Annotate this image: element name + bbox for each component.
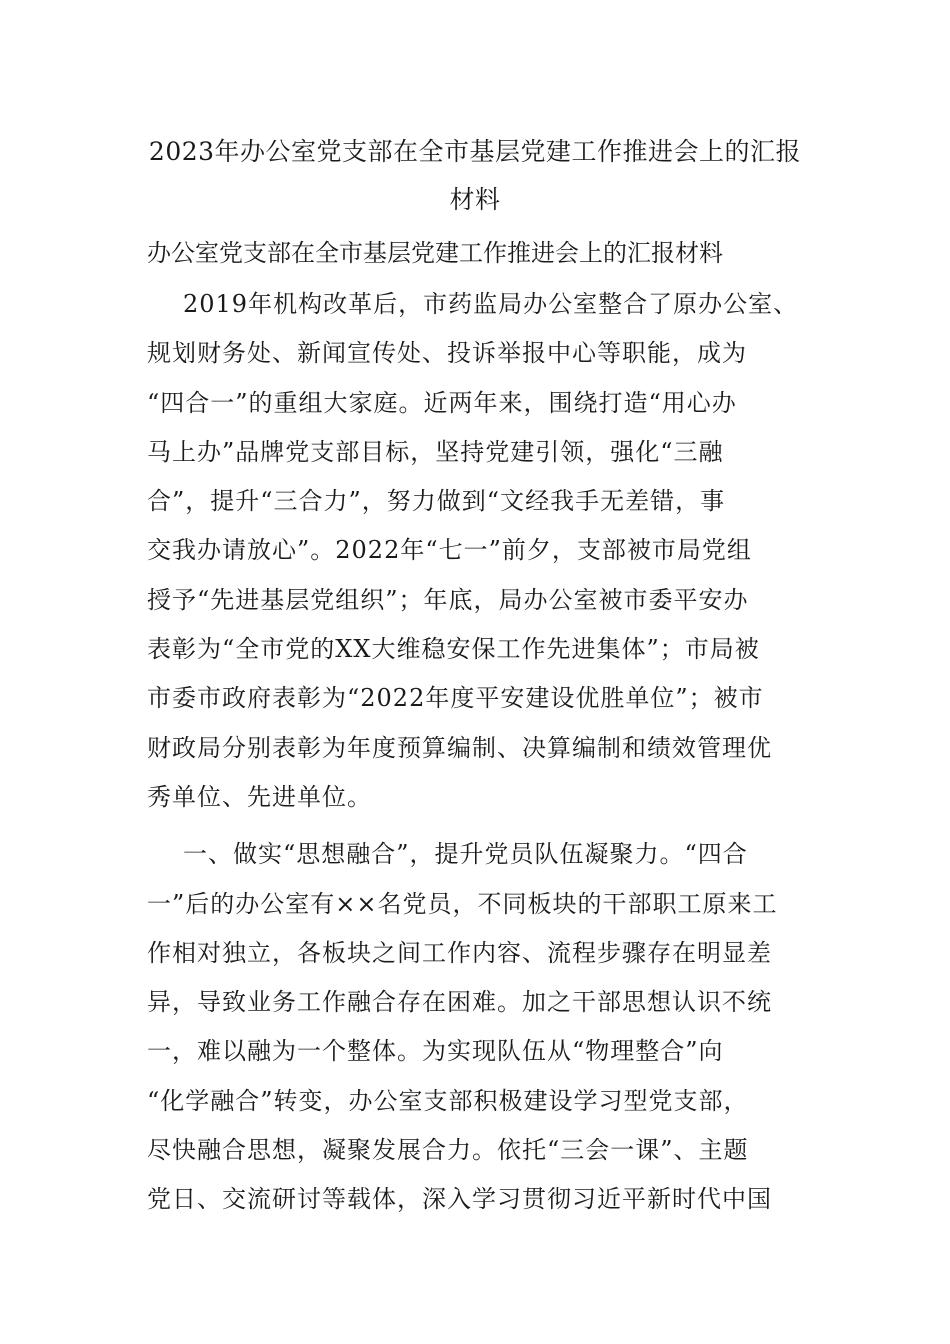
document-subtitle: 办公室党支部在全市基层党建工作推进会上的汇报材料 [147,239,723,267]
text-line: 市委市政府表彰为“2022年度平安建设优胜单位”；被市 [147,684,764,713]
text-line: 财政局分别表彰为年度预算编制、决算编制和绩效管理优 [147,733,772,762]
paragraph-2 [147,830,812,1224]
text-line: 马上办”品牌党支部目标，坚持党建引领，强化“三融 [147,437,724,466]
text-line: 合”，提升“三合力”，努力做到“文经我手无差错，事 [147,487,726,516]
text-line: 党日、交流研讨等载体，深入学习贯彻习近平新时代中国 [147,1185,772,1214]
text-line: 作相对独立，各板块之间工作内容、流程步骤存在明显差 [147,938,772,967]
text-line: 一”后的办公室有××名党员，不同板块的干部职工原来工 [147,889,778,918]
text-line: 异，导致业务工作融合存在困难。加之干部思想认识不统 [147,988,772,1017]
text-line: 授予“先进基层党组织”；年底，局办公室被市委平安办 [147,585,749,614]
text-line: 秀单位、先进单位。 [147,782,372,811]
text-line: 2019年机构改革后，市药监局办公室整合了原办公室、 [183,290,799,318]
title-line: 材料 [449,185,501,214]
text-line: 尽快融合思想，凝聚发展合力。依托“三会一课”、主题 [147,1136,749,1165]
text-line: 一、做实“思想融合”，提升党员队伍凝聚力。“四合 [183,840,748,869]
text-line: “四合一”的重组大家庭。近两年来，围绕打造“用心办 [147,388,737,417]
text-line: 表彰为“全市党的XX大维稳安保工作先进集体”；市局被 [147,635,760,664]
paragraph-spacer [147,822,812,830]
text-line: 规划财务处、新闻宣传处、投诉举报中心等职能，成为 [147,339,747,368]
document-body [147,280,812,1225]
document-title [120,128,830,224]
text-line: 交我办请放心”。2022年“七一”前夕，支部被市局党组 [147,536,752,565]
paragraph-1 [147,280,812,822]
text-line: 一，难以融为一个整体。为实现队伍从“物理整合”向 [147,1037,724,1066]
title-line: 2023年办公室党支部在全市基层党建工作推进会上的汇报 [148,137,802,166]
text-line: “化学融合”转变，办公室支部积极建设学习型党支部， [147,1086,749,1115]
